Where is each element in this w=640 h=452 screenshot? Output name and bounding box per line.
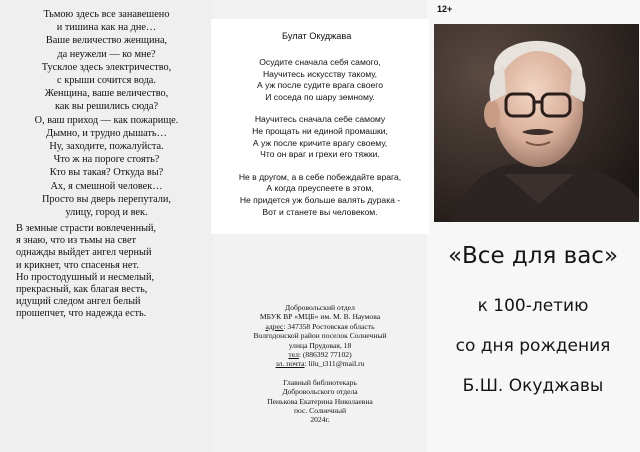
poem-line: Кто вы такая? Откуда вы?: [49, 167, 164, 179]
poem-line: Ваше величество женщина,: [45, 35, 168, 47]
poem-line: идущий следом ангел белый: [16, 296, 141, 308]
event-subtitle-3: Б.Ш. Окуджавы: [462, 376, 604, 396]
poem-line: улицу, город и век.: [65, 207, 148, 219]
poem-line: Ну, заходите, пожалуйста.: [49, 141, 164, 153]
footer-line: Добровольского отдела: [282, 387, 358, 397]
poem-line: Женщина, ваше величество,: [44, 88, 169, 100]
poem-line: с крыши сочится вода.: [57, 75, 156, 87]
poem-line: однажды выйдет ангел черный: [16, 247, 152, 259]
poem-line: Осудите сначала себя самого,: [259, 57, 381, 67]
poem-line: А уж после судите врага своего: [257, 80, 383, 91]
poem-line: Не прощать ни единой промашки,: [252, 125, 388, 136]
poem-angels: [16, 223, 206, 321]
footer-line: пос. Солнечный: [293, 406, 347, 416]
library-info: [213, 303, 427, 425]
poem-line: В земные страсти вовлеченный,: [16, 223, 157, 234]
footer-line: 2024г.: [310, 415, 330, 425]
poem-line: О, ваш приход — как пожарище.: [34, 114, 179, 126]
poem-women-majesty: [0, 8, 213, 219]
footer-line: Пенькова Екатерина Николаевна: [267, 396, 373, 406]
library-org: МБУК ВР «МЦБ» им. М. В. Наумова: [259, 312, 381, 322]
poem-line: Не придется уж больше валять дурака -: [239, 194, 401, 205]
email-line: [213, 359, 427, 368]
poem-line: Тусклое здесь электричество,: [41, 61, 172, 73]
event-subtitle-1: к 100-летию: [477, 296, 589, 316]
poem-line: А когда преуспеете в этом,: [266, 183, 374, 194]
poem-line: Научитесь сначала себе самому: [254, 114, 386, 125]
poem-line: Не в другом, а в себе побеждайте врага,: [238, 171, 402, 182]
poem-line: Дымно, и трудно дышать…: [46, 127, 167, 139]
card-author: Булат Окуджава: [282, 31, 352, 41]
email-text: : lilu_t311@mail.ru: [304, 359, 365, 369]
address-line-2: Волгодонской район поселок Солнечный: [253, 331, 387, 341]
poem-line: и крикнет, что спасенья нет.: [16, 259, 139, 271]
poem-line: Тьмою здесь все занавешено: [43, 9, 170, 20]
poem-line: И соседа по шару земному.: [265, 91, 375, 102]
portrait-photo: [434, 24, 639, 222]
event-subtitle-2: со дня рождения: [455, 336, 611, 356]
address-line-3: улица Прудовая, 18: [288, 340, 352, 350]
address-label: адрес: [265, 321, 284, 331]
library-dept: Добровольский отдел: [285, 303, 355, 312]
address-line: [213, 322, 427, 331]
poem-line: Ах, я смешной человек…: [50, 180, 163, 192]
phone-line: [213, 350, 427, 359]
poem-line: да неужели — ко мне?: [57, 48, 156, 60]
poem-line: прекрасный, как благая весть,: [16, 284, 148, 296]
poem-line: я знаю, что из тьмы на свет: [16, 235, 137, 247]
phone-text: : (886392 77102): [298, 350, 352, 360]
card-poem: [211, 57, 429, 218]
poem-line: как вы решились сюда?: [54, 101, 159, 113]
age-rating-badge: 12+: [437, 4, 453, 14]
poem-line: Но простодушный и несмелый,: [16, 271, 155, 283]
poem-line: Что он враг и грехи его тяжки.: [260, 149, 380, 160]
footer-line: Главный библиотекарь: [283, 377, 357, 387]
email-label: эл. почта: [275, 359, 305, 369]
poem-line: Научитесь искусству такому,: [262, 68, 378, 79]
event-title: «Все для вас»: [447, 243, 619, 269]
poem-line: прошепчет, что надежда есть.: [16, 308, 147, 320]
poem-card: [211, 19, 429, 234]
phone-label: тел: [288, 350, 299, 360]
poem-line: и тишина как на дне…: [56, 22, 157, 34]
poem-line: Просто вы дверь перепутали,: [42, 193, 171, 205]
poem-line: А уж после кричите врагу своему,: [252, 137, 388, 148]
poem-line: Что ж на пороге стоять?: [53, 154, 160, 166]
address-text: : 347358 Ростовская область: [283, 321, 375, 331]
poem-line: Вот и станете вы человеком.: [262, 206, 378, 217]
